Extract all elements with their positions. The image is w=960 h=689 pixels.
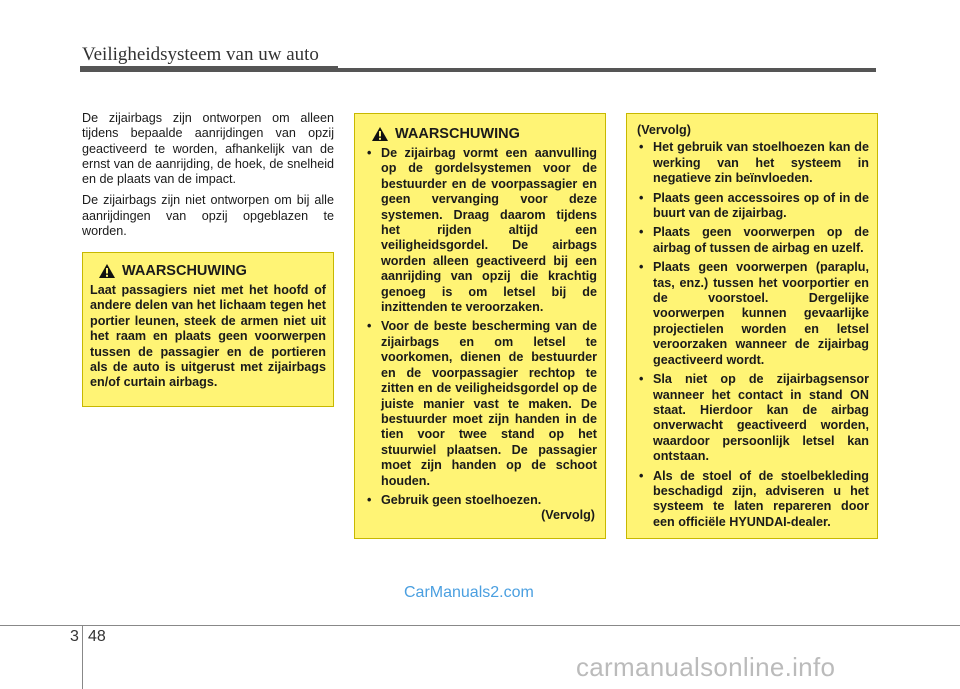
list-item: • Het gebruik van stoelhoezen kan de werking van het systeem in negatieve zin beïnvloeden. (635, 140, 869, 186)
warning-title: WAARSCHUWING (395, 126, 520, 142)
list-item: • Plaats geen voorwerpen op de airbag of tussen de airbag en uzelf. (635, 225, 869, 256)
list-item: • Plaats geen voorwerpen (paraplu, tas, enz.) tussen het voorportier en de voorstoel. Dergelijke voorwerpen kunnen gevaarlijke projectielen worden en letsel veroorzaken wanneer de zijairbag geactiveerd wordt. (635, 260, 869, 368)
warning-triangle-icon (371, 126, 389, 142)
warning-heading (90, 263, 326, 279)
continued-label: (Vervolg) (541, 508, 595, 523)
warning-bullet-list (363, 146, 597, 508)
warning-heading (363, 126, 597, 142)
list-item: • Sla niet op de zijairbagsensor wanneer het contact in stand ON staat. Hierdoor kan de airbag onverwacht geactiveerd worden, waardoor persoonlijk letsel kan ontstaan. (635, 372, 869, 464)
warning-box-passengers (82, 252, 334, 407)
warning-text: Laat passagiers niet met het hoofd of andere delen van het lichaam tegen het portier leunen, steek de armen niet uit het raam en plaats geen voorwerpen tussen de passagier en de portieren als de auto is uitgerust met zijairbags en/of curtain airbags. (90, 283, 326, 390)
warning-box-sideairbag (354, 113, 606, 539)
intro-text (82, 111, 334, 245)
header-rule (80, 68, 876, 72)
watermark-link[interactable]: CarManuals2.com (404, 584, 534, 601)
continued-label: (Vervolg) (637, 123, 691, 137)
site-watermark: carmanualsonline.info (576, 652, 836, 682)
warning-box-continued (626, 113, 878, 539)
list-item: • De zijairbag vormt een aanvulling op de gordelsystemen voor de bestuurder en de voorpassagier en geen vervanging voor deze systemen. Draag daarom tijdens het rijden altijd een veiligheidsgordel. De airbags worden alleen geactiveerd bij een aanrijding van opzij die krachtig genoeg is om letsel bij de inzittenden te veroorzaken. (363, 146, 597, 315)
list-item: • Als de stoel of de stoelbekleding beschadigd zijn, adviseren u het systeem te laten repareren door een officiële HYUNDAI-dealer. (635, 469, 869, 531)
list-item: • Gebruik geen stoelhoezen. (363, 493, 597, 508)
list-item: • Voor de beste bescherming van de zijairbags en om letsel te voorkomen, dienen de bestuurder en de voorpassagier rechtop te zitten en de veiligheidsgordel op de juiste manier vast te maken. De bestuurder moet zijn handen in de tien voor twee stand op het stuurwiel plaatsen. De passagier moet zijn handen op de schoot houden. (363, 319, 597, 488)
page-number: 48 (88, 628, 106, 645)
page-number-divider (82, 625, 83, 689)
footer-rule (0, 625, 960, 626)
intro-paragraph: De zijairbags zijn ontworpen om alleen tijdens bepaalde aanrijdingen van opzij geactiveerd te worden, afhankelijk van de ernst van de aanrijding, de hoek, de snelheid en de plaats van de impact. (82, 111, 334, 187)
section-number: 3 (70, 628, 79, 645)
warning-triangle-icon (98, 263, 116, 279)
page-header-title: Veiligheidsysteem van uw auto (82, 44, 319, 65)
list-item: • Plaats geen accessoires op of in de buurt van de zijairbag. (635, 191, 869, 222)
warning-title: WAARSCHUWING (122, 263, 247, 279)
warning-bullet-list (635, 140, 869, 530)
intro-paragraph: De zijairbags zijn niet ontworpen om bij alle aanrijdingen van opzij opgeblazen te worden. (82, 193, 334, 239)
